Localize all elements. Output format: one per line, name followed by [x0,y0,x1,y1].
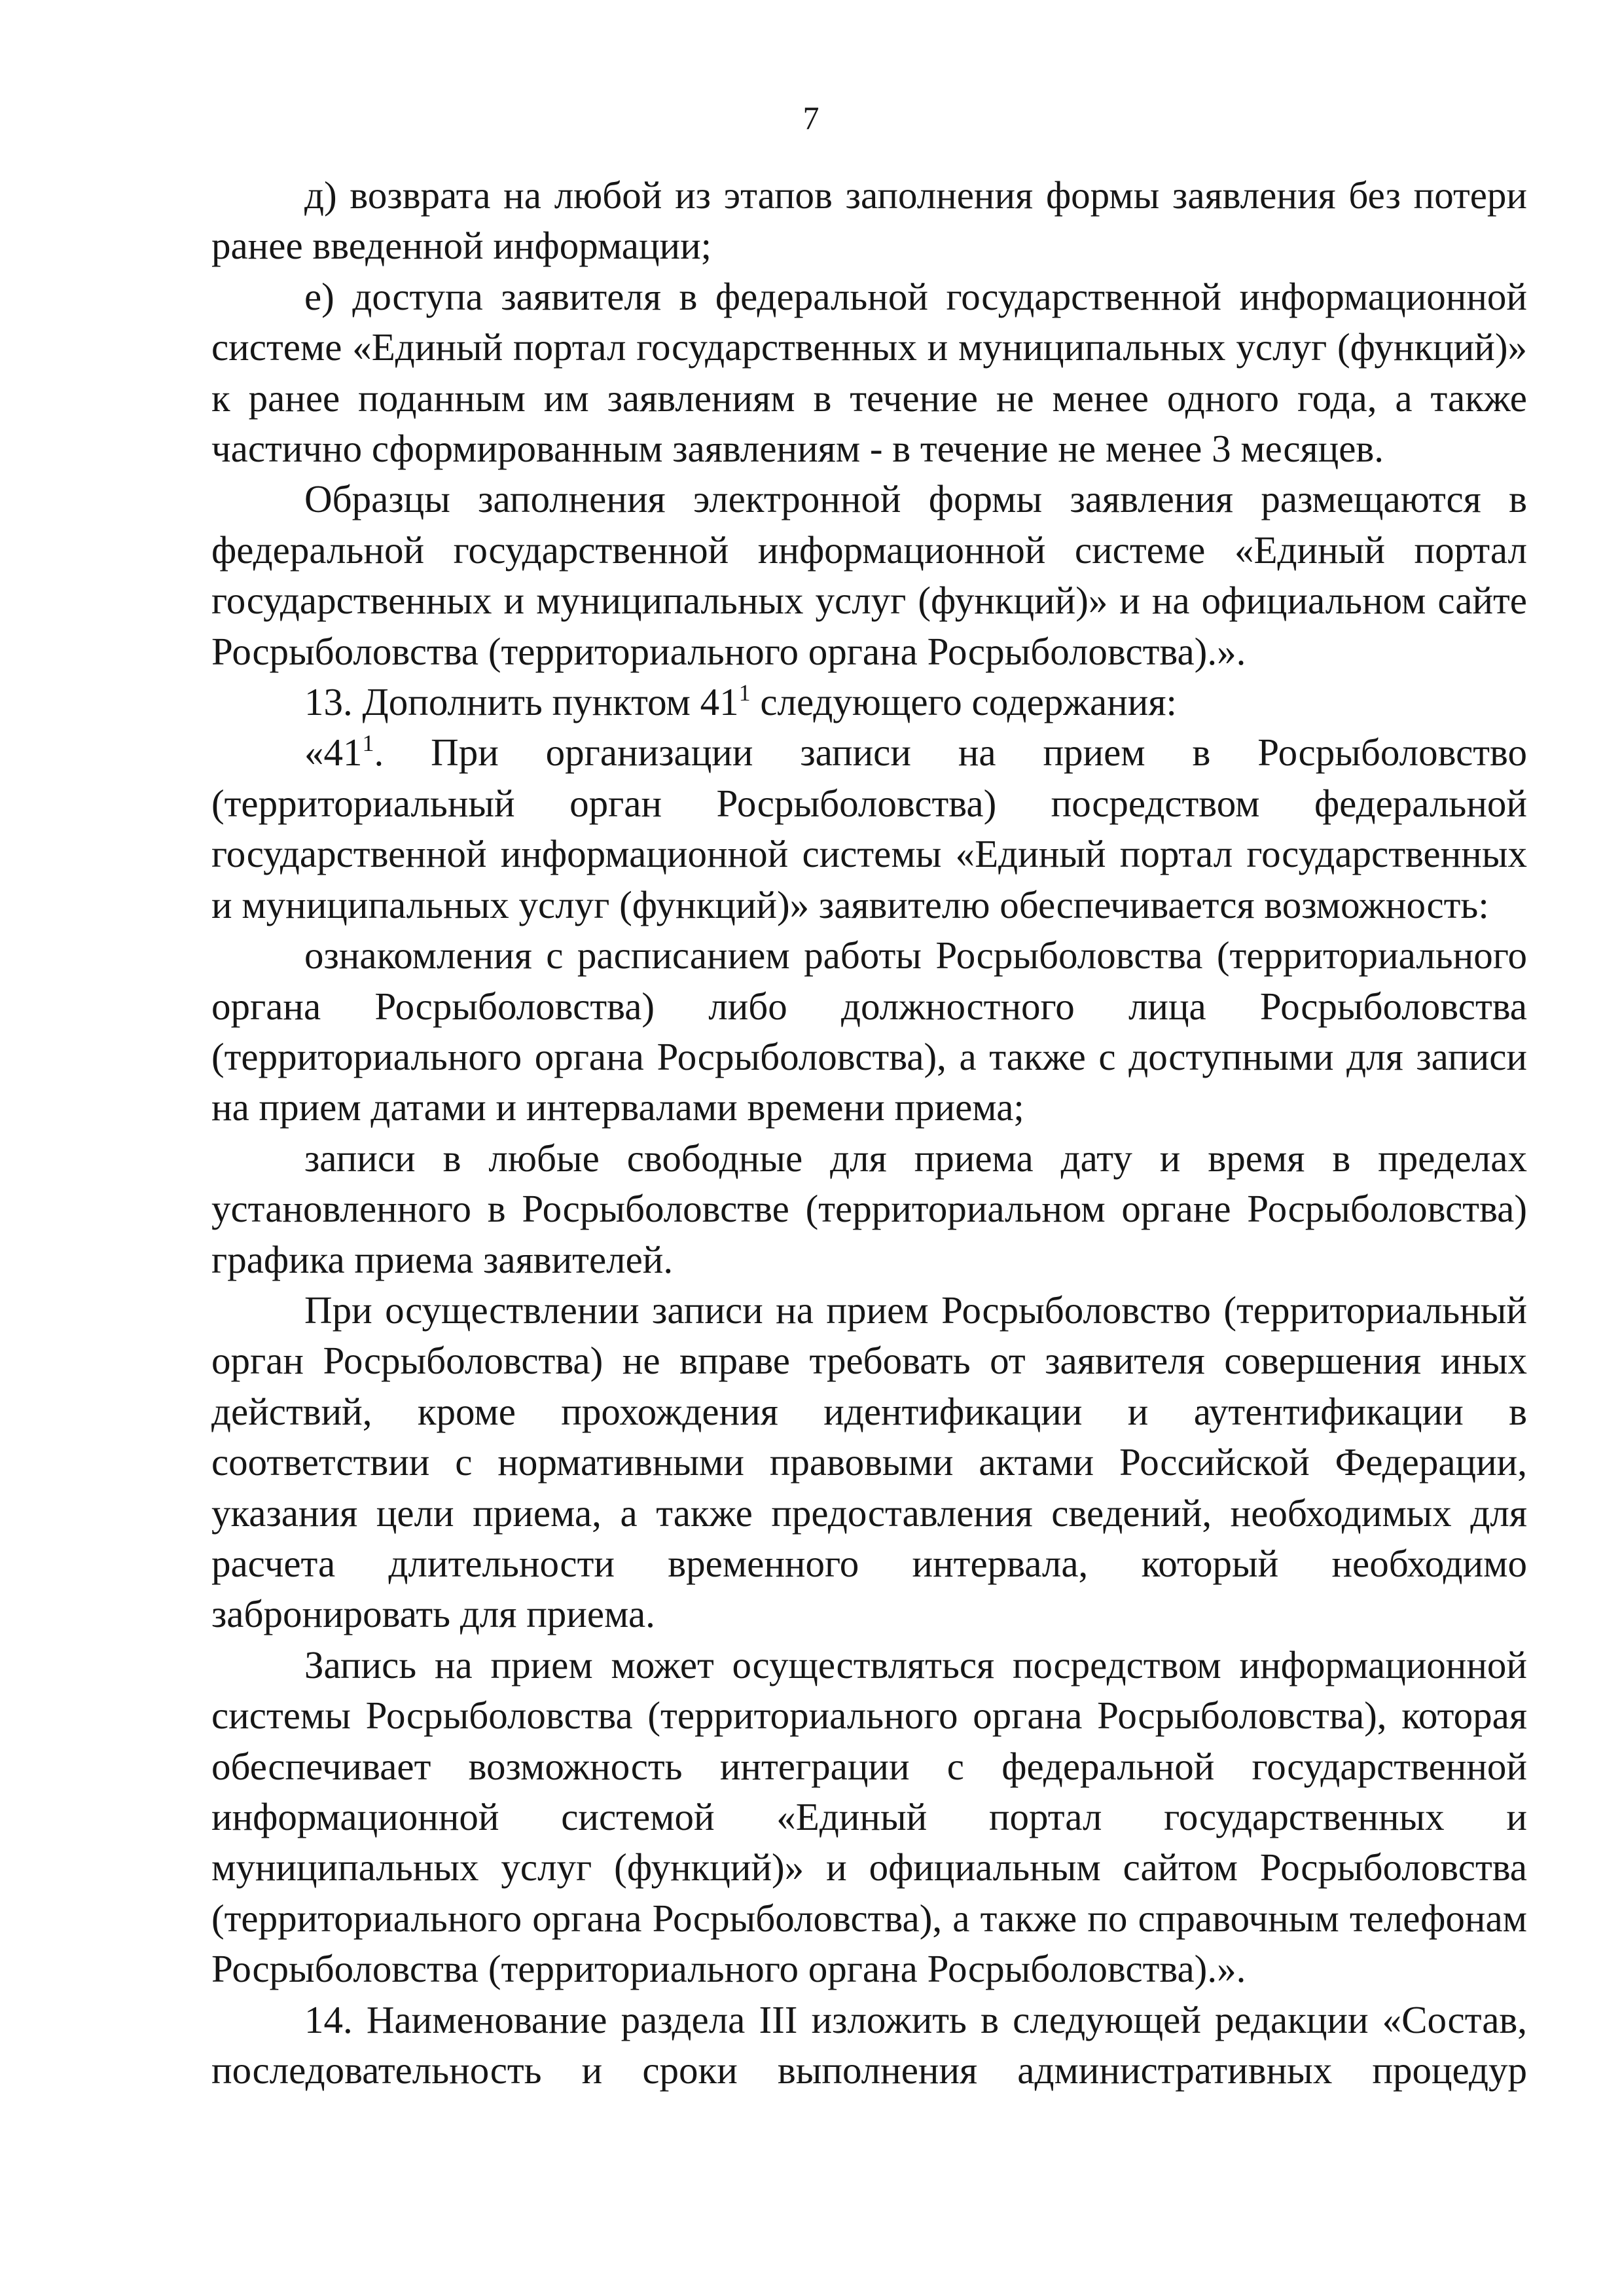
page-number: 7 [802,100,820,136]
clause-41-1-text-before: «41 [304,731,363,774]
clause-41-1-superscript: 1 [362,730,374,757]
document-body [211,170,1527,2096]
paragraph-item-e: е) доступа заявителя в федеральной государственной информационной системе «Единый портал государственных и муниципальных услуг (функций)» к ранее поданным им заявлениям в течение не менее одного года, а также частично сформированным заявлениям - в течение не менее 3 месяцев. [211,274,1527,471]
clause-41-1-text-after: . При организации записи на прием в Росрыболовство (территориальный орган Росрыболовства) посредством федеральной государственной информационной системы «Единый портал государственных и муниципальных услуг (функций)» заявителю обеспечивается возможность: [211,731,1527,926]
amendment-13-text-after: следующего содержания: [750,680,1177,724]
paragraph-free-slot-booking: записи в любые свободные для приема дату и время в пределах установленного в Росрыболовстве (территориальном органе Росрыболовства) графика приема заявителей. [211,1136,1527,1281]
amendment-13-text-before: 13. Дополнить пунктом 41 [304,680,739,724]
amendment-13-superscript: 1 [738,680,751,706]
paragraph-info-system-booking: Запись на прием может осуществляться посредством информационной системы Росрыболовства (территориального органа Росрыболовства), которая обеспечивает возможность интеграции с федеральной государственной информационной системой «Единый портал государственных и муниципальных услуг (функций)» и официальным сайтом Росрыболовства (территориального органа Росрыболовства), а также по справочным телефонам Росрыболовства (территориального органа Росрыболовства).». [211,1643,1527,1991]
paragraph-no-extra-requirements: При осуществлении записи на прием Росрыболовство (территориальный орган Росрыболовства) не вправе требовать от заявителя совершения иных действий, кроме прохождения идентификации и аутентификации в соответствии с нормативными правовыми актами Российской Федерации, указания цели приема, а также предоставления сведений, необходимых для расчета длительности временного интервала, который необходимо забронировать для приема. [211,1288,1527,1636]
paragraph-item-d: д) возврата на любой из этапов заполнения формы заявления без потери ранее введенной информации; [211,173,1527,268]
paragraph-clause-41-1 [211,727,1527,930]
paragraph-schedule-review: ознакомления с расписанием работы Росрыболовства (территориального органа Росрыболовства) либо должностного лица Росрыболовства (территориального органа Росрыболовства), а также с доступными для записи на прием датами и интервалами времени приема; [211,934,1527,1129]
paragraph-amendment-13 [211,677,1527,727]
paragraph-form-samples: Образцы заполнения электронной формы заявления размещаются в федеральной государственной информационной системе «Единый портал государственных и муниципальных услуг (функций)» и на официальном сайте Росрыболовства (территориального органа Росрыболовства).». [211,477,1527,673]
paragraph-amendment-14: 14. Наименование раздела III изложить в следующей редакции «Состав, последовательность и сроки выполнения административных процедур [211,1997,1527,2092]
